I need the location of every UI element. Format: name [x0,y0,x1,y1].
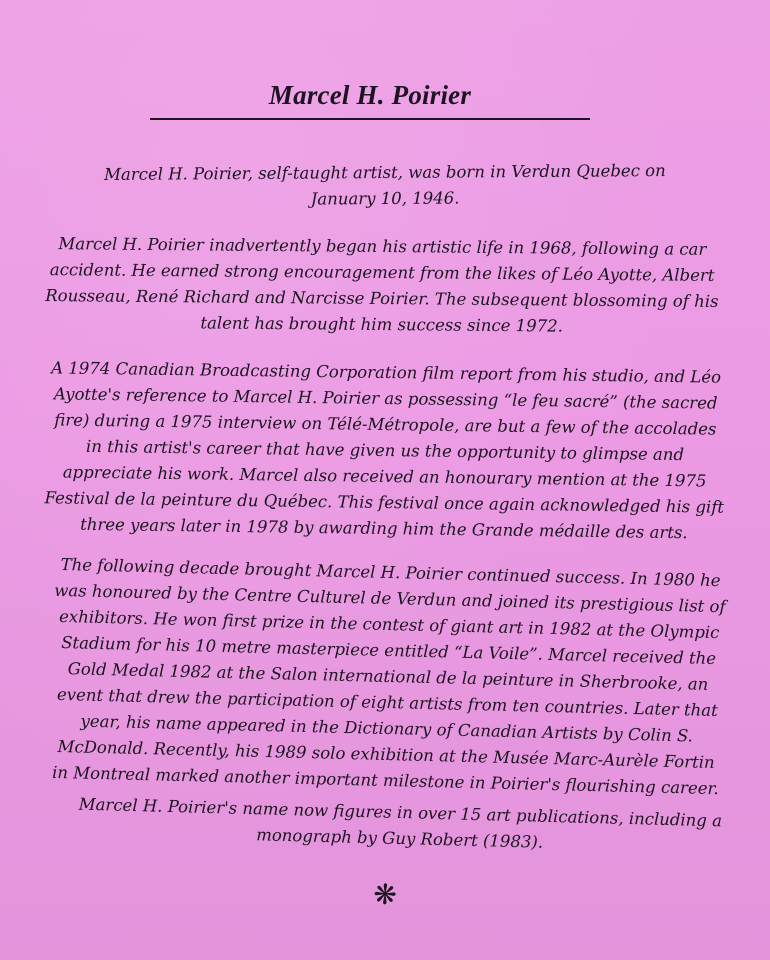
text-line: event that drew the participation of eight artists from ten countries. Later that [56,684,718,721]
paragraph-birth [40,158,730,215]
text-line: fire) during a 1975 interview on Télé-Métropole, are but a few of the accolades [54,410,717,439]
text-line: exhibitors. He won first prize in the contest of giant art in 1982 at the Olympic [58,606,720,643]
text-line: in Montreal marked another important milestone in Poirier's flourishing career. [51,762,720,799]
text-line: Rousseau, René Richard and Narcisse Poirier. The subsequent blossoming of his [45,286,719,311]
text-line: three years later in 1978 by awarding him the Grande médaille des arts. [80,514,688,543]
text-line: A 1974 Canadian Broadcasting Corporation film report from his studio, and Léo [51,358,722,387]
text-line: year, his name appeared in the Dictionary of Canadian Artists by Colin S. [80,711,694,746]
paragraph-beginnings [28,231,737,341]
text-line: in this artist's career that have given us the opportunity to glimpse and [85,436,685,465]
title-underline [150,118,590,120]
text-line: Ayotte's reference to Marcel H. Poirier as possessing “le feu sacré” (the sacred [53,384,718,413]
text-line: Festival de la peinture du Québec. This festival once again acknowledged his gift [44,488,725,517]
text-line: The following decade brought Marcel H. Poirier continued success. In 1980 he [60,554,721,591]
paragraph-publications [59,791,740,861]
text-line: Gold Medal 1982 at the Salon international de la peinture in Sherbrooke, an [67,659,709,694]
paragraph-decade [25,551,751,803]
text-line: appreciate his work. Marcel also received an honourary mention at the 1975 [62,462,707,491]
text-line: accident. He earned strong encouragement from the likes of Léo Ayotte, Albert [49,260,715,285]
text-line: January 10, 1946. [310,188,460,209]
paragraph-accolades [19,355,751,547]
text-line: McDonald. Recently, his 1989 solo exhibition at the Musée Marc-Aurèle Fortin [57,736,715,773]
text-line: Stadium for his 10 metre masterpiece entitled “La Voile”. Marcel received the [60,633,717,669]
text-line: Marcel H. Poirier's name now figures in over 15 art publications, including a [78,794,723,831]
text-line: Marcel H. Poirier, self-taught artist, was born in Verdun Quebec on [104,161,666,184]
page-title: Marcel H. Poirier [268,80,472,110]
end-mark-asterisk-icon: ❋ [372,877,398,912]
text-line: Marcel H. Poirier inadvertently began his artistic life in 1968, following a car [58,234,707,259]
text-line: monograph by Guy Robert (1983). [256,825,544,852]
text-line: talent has brought him success since 1972. [200,313,563,336]
text-line: was honoured by the Centre Culturel de Verdun and joined its prestigious list of [54,580,726,617]
